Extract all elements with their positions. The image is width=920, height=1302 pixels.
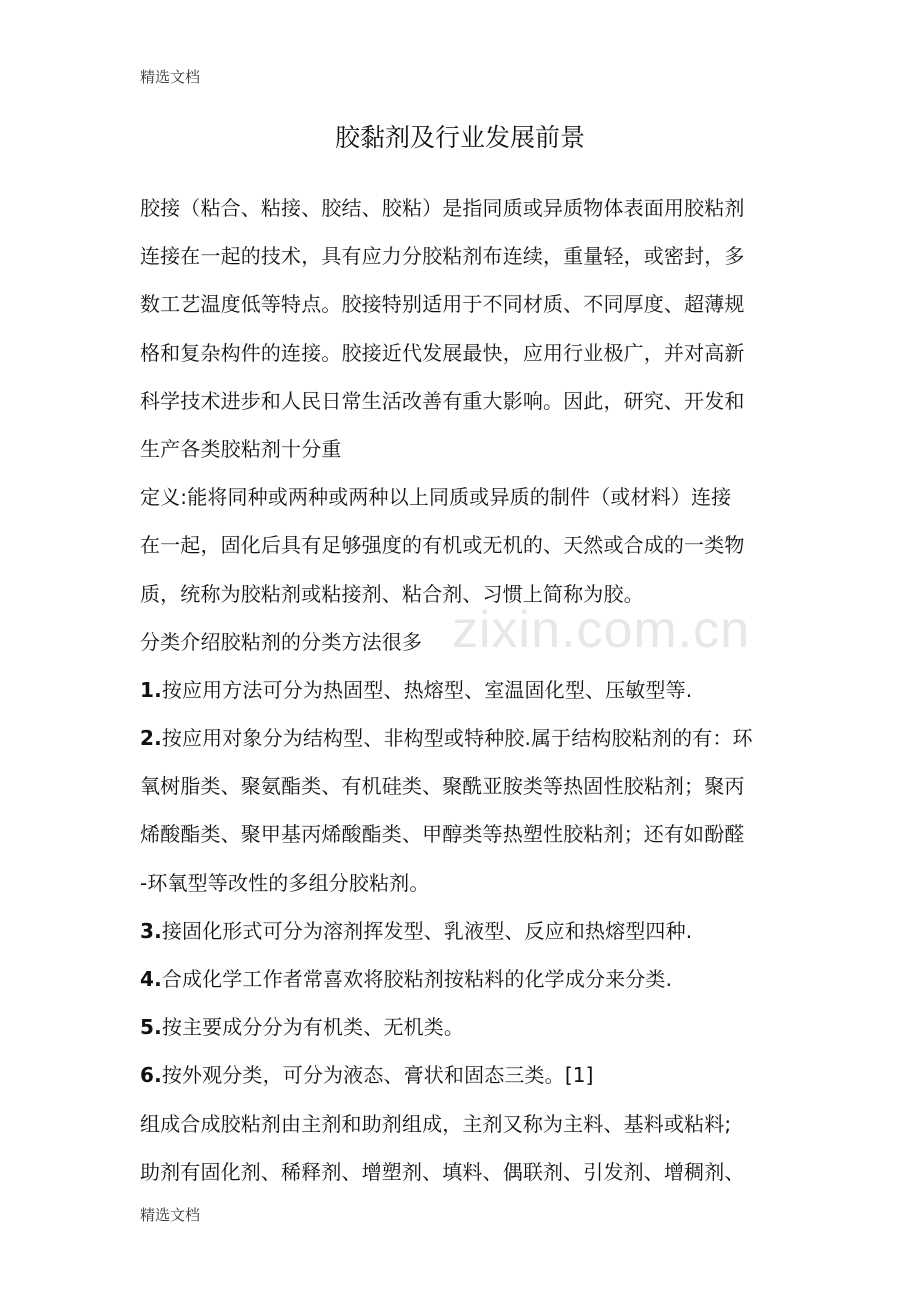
text-line [140,670,788,718]
line-text: 质，统称为胶粘剂或粘接剂、粘合剂、习惯上简称为胶。 [140,581,644,606]
list-number: 4. [140,967,162,991]
document-body [140,188,788,1200]
line-text: 在一起，固化后具有足够强度的有机或无机的、天然或合成的一类物 [140,533,745,558]
line-text: 烯酸酯类、聚甲基丙烯酸酯类、甲醇类等热塑性胶粘剂；还有如酚醛 [140,822,745,847]
line-text: 按应用方法可分为热固型、热熔型、室温固化型、压敏型等. [161,677,693,702]
line-text: 格和复杂构件的连接。胶接近代发展最快，应用行业极广，并对高新 [140,340,745,365]
line-text: 助剂有固化剂、稀释剂、增塑剂、填料、偶联剂、引发剂、增稠剂、 [140,1159,745,1184]
document-title: 胶黏剂及行业发展前景 [334,123,585,152]
list-number: 6. [140,1063,162,1088]
text-line [140,525,788,573]
line-text: 分类介绍胶粘剂的分类方法很多 [140,629,423,654]
line-text: 胶接（粘合、粘接、胶结、胶粘）是指同质或异质物体表面用胶粘剂 [140,196,745,220]
line-text: 按主要成分分为有机类、无机类。 [161,1015,465,1040]
list-number: 1. [140,677,162,702]
list-number: 2. [140,726,162,751]
line-text: 合成化学工作者常喜欢将胶粘剂按粘料的化学成分来分类. [161,967,673,991]
text-line [140,188,788,236]
text-line [140,959,788,1007]
text-line [140,333,788,381]
line-text: 数工艺温度低等特点。胶接特别适用于不同材质、不同厚度、超薄规 [140,292,745,317]
line-text: 接固化形式可分为溶剂挥发型、乳液型、反应和热熔型四种. [161,918,693,943]
text-line [140,1055,788,1103]
text-line [140,284,788,332]
page-header-label: 精选文档 [140,68,201,86]
list-number: 3. [140,918,162,943]
text-line [140,766,788,814]
list-number: 5. [140,1015,162,1040]
line-text: -环氧型等改性的多组分胶粘剂。 [140,870,430,895]
line-text: 生产各类胶粘剂十分重 [140,436,342,461]
watermark: zixin.com.cn [452,601,751,659]
text-line [140,814,788,862]
line-text: 定义:能将同种或两种或两种以上同质或异质的制件（或材料）连接 [140,485,732,510]
text-line [140,911,788,959]
text-line [140,718,788,766]
text-line [140,429,788,477]
text-line [140,1007,788,1055]
line-text: 氧树脂类、聚氨酯类、有机硅类、聚酰亚胺类等热固性胶粘剂；聚丙 [140,774,745,799]
line-text: 连接在一起的技术，具有应力分胶粘剂布连续，重量轻，或密封，多 [140,244,745,269]
line-text: 按外观分类，可分为液态、膏状和固态三类。[1] [161,1063,594,1088]
text-line [140,236,788,284]
text-line [140,477,788,525]
text-line [140,1152,788,1200]
text-line [140,1104,788,1152]
line-text: 按应用对象分为结构型、非构型或特种胶.属于结构胶粘剂的有：环 [161,726,753,751]
line-text: 科学技术进步和人民日常生活改善有重大影响。因此，研究、开发和 [140,388,745,413]
text-line [140,863,788,911]
page-footer-label: 精选文档 [140,1206,201,1224]
text-line [140,381,788,429]
line-text: 组成合成胶粘剂由主剂和助剂组成，主剂又称为主料、基料或粘料; [140,1111,732,1136]
